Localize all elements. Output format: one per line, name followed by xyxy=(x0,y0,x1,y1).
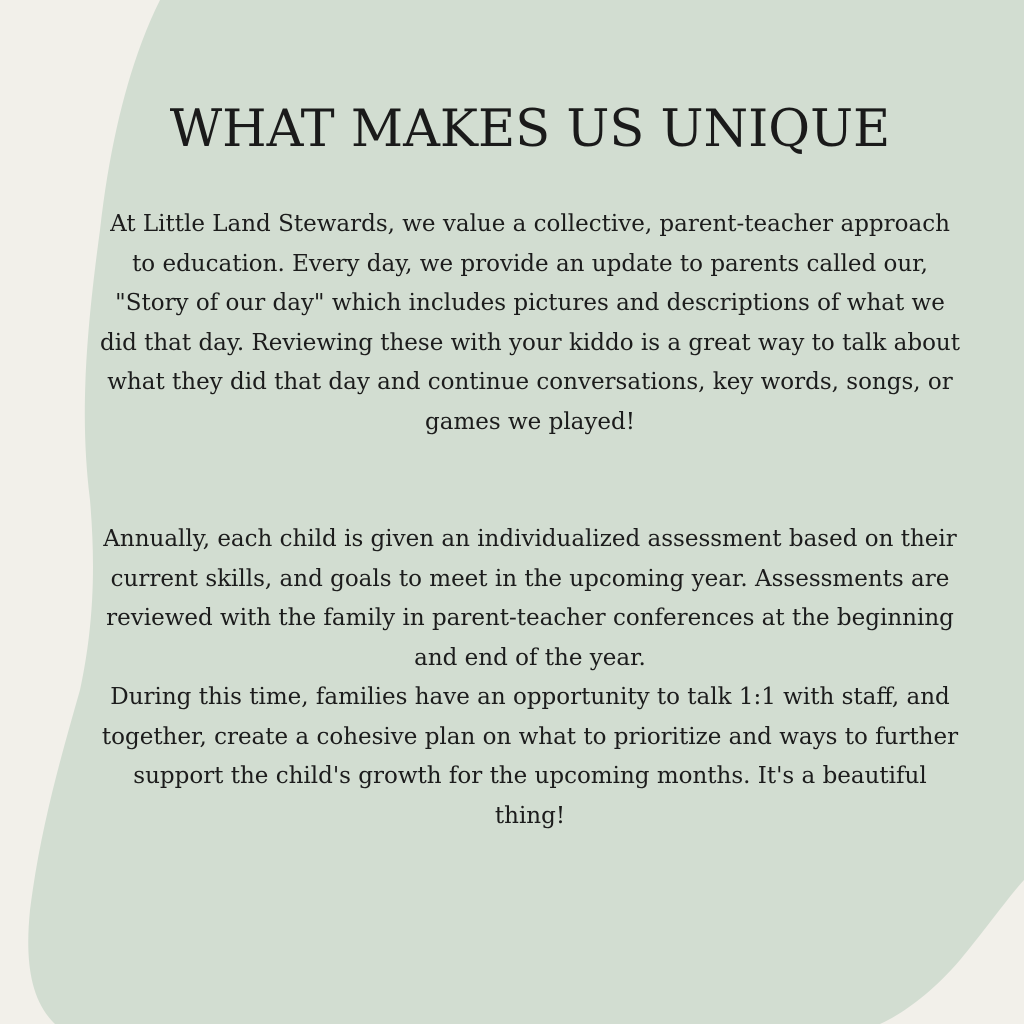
paragraph-annual-assessment: Annually, each child is given an individualized assessment based on their current skills, and goals to meet in the upcoming year. Assessments are reviewed with the family in parent-teacher conferences at the beginning and end of the year. During this time, families have an opportunity to talk 1:1 with staff, and together, create a cohesive plan on what to prioritize and ways to further support the child's growth for the upcoming months. It's a beautiful thing! xyxy=(101,526,959,829)
paragraph-daily-story: At Little Land Stewards, we value a collective, parent-teacher approach to education. Every day, we provide an update to parents called our, "Story of our day" which includes pictures and descriptions of what we did that day. Reviewing these with your kiddo is a great way to talk about what they did that day and continue conversations, key words, songs, or games we played! xyxy=(100,211,960,435)
page-title: WHAT MAKES US UNIQUE xyxy=(169,100,891,159)
